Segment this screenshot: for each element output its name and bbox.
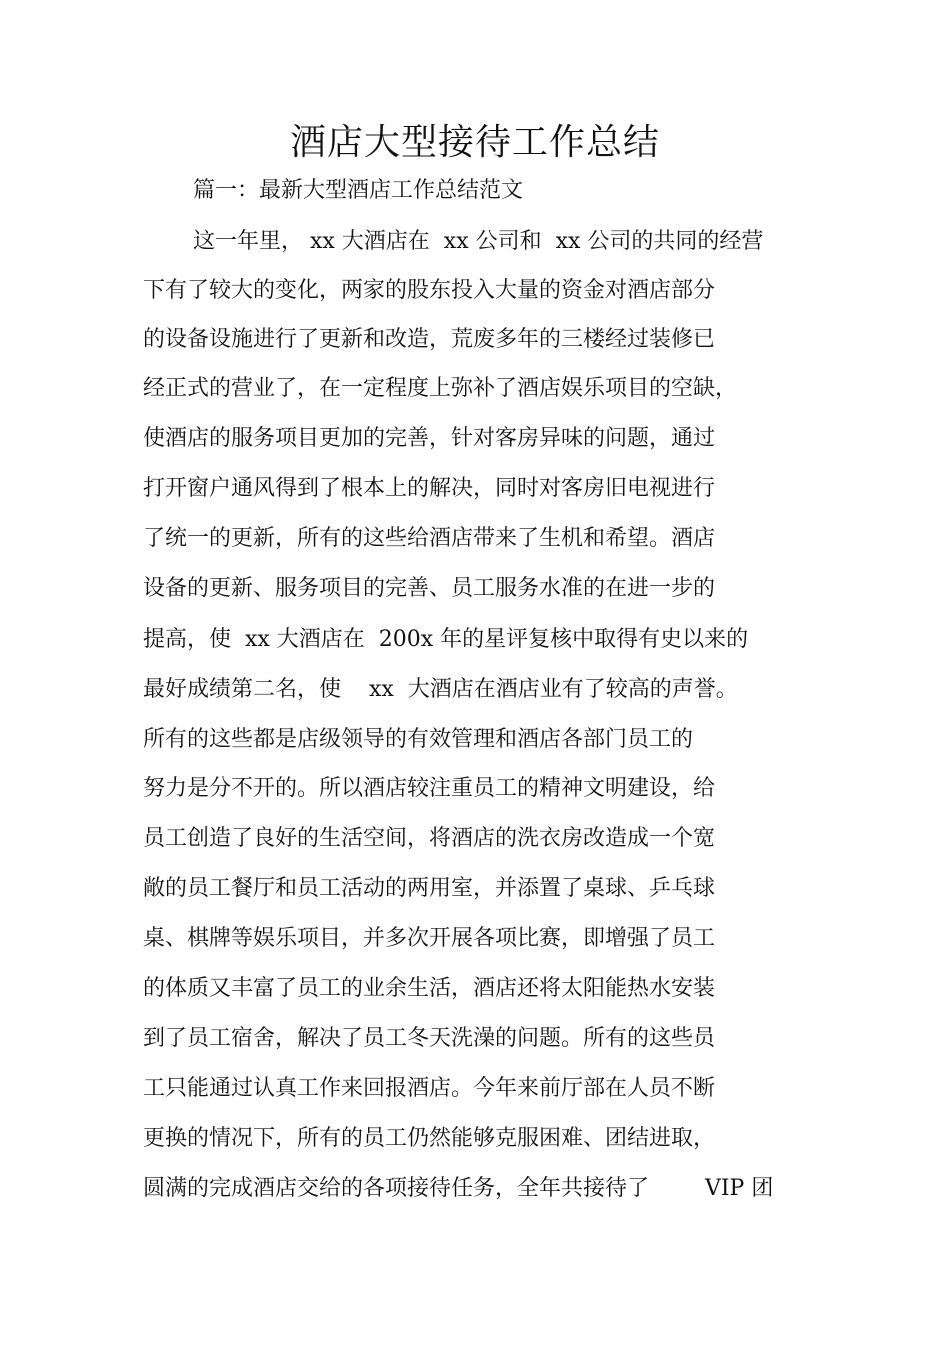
- paragraph-line: 更换的情况下，所有的员工仍然能够克服困难、团结进取，: [143, 1126, 716, 1151]
- paragraph-line: 的设备设施进行了更新和改造，荒废多年的三楼经过装修已: [143, 327, 716, 352]
- paragraph-line: 这一年里， xx 大酒店在 xx 公司和 xx 公司的共同的经营: [193, 229, 764, 254]
- paragraph-line: 桌、棋牌等娱乐项目，并多次开展各项比赛，即增强了员工: [143, 926, 716, 951]
- paragraph-line: 工只能通过认真工作来回报酒店。今年来前厅部在人员不断: [143, 1076, 716, 1101]
- section-heading: 篇一：最新大型酒店工作总结范文: [193, 178, 524, 203]
- paragraph-line: 下有了较大的变化，两家的股东投入大量的资金对酒店部分: [143, 278, 716, 303]
- document-title: 酒店大型接待工作总结: [289, 122, 660, 163]
- paragraph-line: 了统一的更新，所有的这些给酒店带来了生机和希望。酒店: [143, 526, 716, 551]
- paragraph-line: 提高，使 xx 大酒店在 200x 年的星评复核中取得有史以来的: [143, 627, 749, 652]
- paragraph-line: 员工创造了良好的生活空间，将酒店的洗衣房改造成一个宽: [143, 826, 716, 851]
- paragraph-line: 圆满的完成酒店交给的各项接待任务，全年共接待了 VIP 团: [143, 1176, 774, 1201]
- paragraph-line: 最好成绩第二名，使 xx 大酒店在酒店业有了较高的声誉。: [143, 677, 738, 702]
- paragraph-line: 敞的员工餐厅和员工活动的两用室，并添置了桌球、乒乓球: [143, 876, 716, 901]
- paragraph-line: 到了员工宿舍，解决了员工冬天洗澡的问题。所有的这些员: [143, 1026, 716, 1051]
- paragraph-line: 使酒店的服务项目更加的完善，针对客房异味的问题，通过: [143, 426, 716, 451]
- paragraph-line: 打开窗户通风得到了根本上的解决，同时对客房旧电视进行: [143, 476, 716, 501]
- paragraph-line: 的体质又丰富了员工的业余生活，酒店还将太阳能热水安装: [143, 976, 716, 1001]
- paragraph-line: 所有的这些都是店级领导的有效管理和酒店各部门员工的: [143, 727, 694, 752]
- paragraph-line: 经正式的营业了，在一定程度上弥补了酒店娱乐项目的空缺，: [143, 376, 738, 401]
- paragraph-line: 努力是分不开的。所以酒店较注重员工的精神文明建设，给: [143, 776, 716, 801]
- paragraph-line: 设备的更新、服务项目的完善、员工服务水准的在进一步的: [143, 576, 716, 601]
